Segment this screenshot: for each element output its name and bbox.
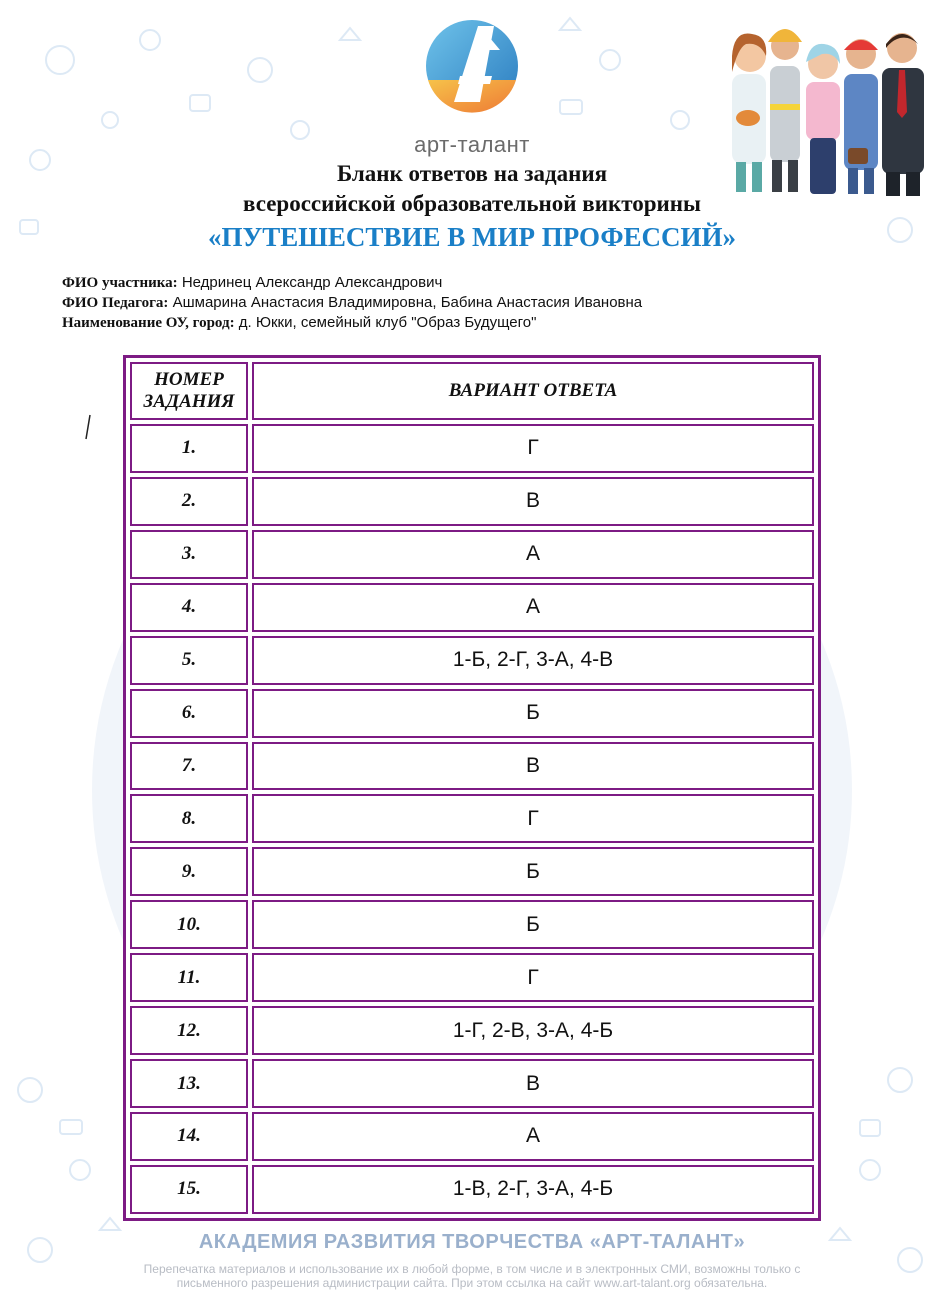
- organization-value: д. Юкки, семейный клуб "Образ Будущего": [234, 314, 537, 331]
- answers-table: [126, 358, 818, 1218]
- task-number-cell: 1.: [130, 424, 248, 473]
- task-number-cell: 12.: [130, 1006, 248, 1055]
- answer-cell: 1-Г, 2-В, 3-А, 4-Б: [252, 1006, 814, 1055]
- answer-cell: А: [252, 530, 814, 579]
- table-row: [130, 424, 814, 473]
- academy-footer-title: АКАДЕМИЯ РАЗВИТИЯ ТВОРЧЕСТВА «АРТ-ТАЛАНТ»: [198, 1231, 746, 1253]
- answer-cell: Г: [252, 794, 814, 843]
- table-row: [130, 1165, 814, 1214]
- task-number-cell: 15.: [130, 1165, 248, 1214]
- table-row: [130, 689, 814, 738]
- answer-cell: Б: [252, 900, 814, 949]
- task-number-cell: 9.: [130, 847, 248, 896]
- table-row: [130, 530, 814, 579]
- answer-cell: А: [252, 1112, 814, 1161]
- answers-table-frame: [123, 355, 821, 1221]
- table-row: [130, 953, 814, 1002]
- document-title-line-2: всероссийской образовательной викторины: [243, 191, 701, 216]
- answer-cell: 1-Б, 2-Г, 3-А, 4-В: [252, 636, 814, 685]
- answer-cell: А: [252, 583, 814, 632]
- task-number-cell: 6.: [130, 689, 248, 738]
- quiz-name-title: «ПУТЕШЕСТВИЕ В МИР ПРОФЕССИЙ»: [207, 222, 737, 252]
- answer-cell: Б: [252, 689, 814, 738]
- art-talant-logo-icon: [420, 10, 524, 126]
- participant-info: [62, 274, 442, 292]
- teacher-info: [62, 294, 642, 312]
- answers-table-body: [130, 424, 814, 1214]
- column-header-task-number: [130, 362, 248, 420]
- table-row: [130, 1059, 814, 1108]
- table-row: [130, 847, 814, 896]
- column-header-task-number-line1: НОМЕР: [154, 369, 224, 390]
- task-number-cell: 13.: [130, 1059, 248, 1108]
- task-number-cell: 11.: [130, 953, 248, 1002]
- table-row: [130, 794, 814, 843]
- task-number-cell: 10.: [130, 900, 248, 949]
- organization-info: [62, 314, 536, 332]
- task-number-cell: 14.: [130, 1112, 248, 1161]
- answer-cell: В: [252, 477, 814, 526]
- table-row: [130, 477, 814, 526]
- answer-cell: В: [252, 742, 814, 791]
- document-title-line-1: Бланк ответов на задания: [336, 161, 608, 186]
- organization-label: Наименование ОУ, город:: [62, 315, 235, 331]
- copyright-note-line-1: Перепечатка материалов и использование их в любой форме, в том числе и в электронных СМИ, возможны только с: [143, 1262, 801, 1276]
- column-header-task-number-line2: ЗАДАНИЯ: [143, 391, 235, 412]
- table-row: [130, 1112, 814, 1161]
- answer-cell: В: [252, 1059, 814, 1108]
- task-number-cell: 2.: [130, 477, 248, 526]
- task-number-cell: 4.: [130, 583, 248, 632]
- brand-name: арт-талант: [414, 132, 530, 157]
- participant-value: Недринец Александр Александрович: [177, 274, 443, 291]
- task-number-cell: 8.: [130, 794, 248, 843]
- task-number-cell: 5.: [130, 636, 248, 685]
- answer-cell: Г: [252, 953, 814, 1002]
- teacher-value: Ашмарина Анастасия Владимировна, Бабина Анастасия Ивановна: [168, 294, 643, 311]
- copyright-note-line-2: письменного разрешения администрации сайта. При этом ссылка на сайт www.art-talant.org обязательна.: [176, 1276, 768, 1290]
- participant-label: ФИО участника:: [62, 275, 178, 291]
- copyright-note: [90, 1262, 854, 1290]
- table-header-row: [130, 362, 814, 420]
- table-row: [130, 636, 814, 685]
- answer-cell: Г: [252, 424, 814, 473]
- table-row: [130, 583, 814, 632]
- task-number-cell: 7.: [130, 742, 248, 791]
- table-row: [130, 742, 814, 791]
- margin-pen-mark: [84, 414, 92, 440]
- task-number-cell: 3.: [130, 530, 248, 579]
- teacher-label: ФИО Педагога:: [62, 295, 169, 311]
- answer-cell: Б: [252, 847, 814, 896]
- table-row: [130, 1006, 814, 1055]
- column-header-answer: ВАРИАНТ ОТВЕТА: [252, 362, 814, 420]
- table-row: [130, 900, 814, 949]
- answer-cell: 1-В, 2-Г, 3-А, 4-Б: [252, 1165, 814, 1214]
